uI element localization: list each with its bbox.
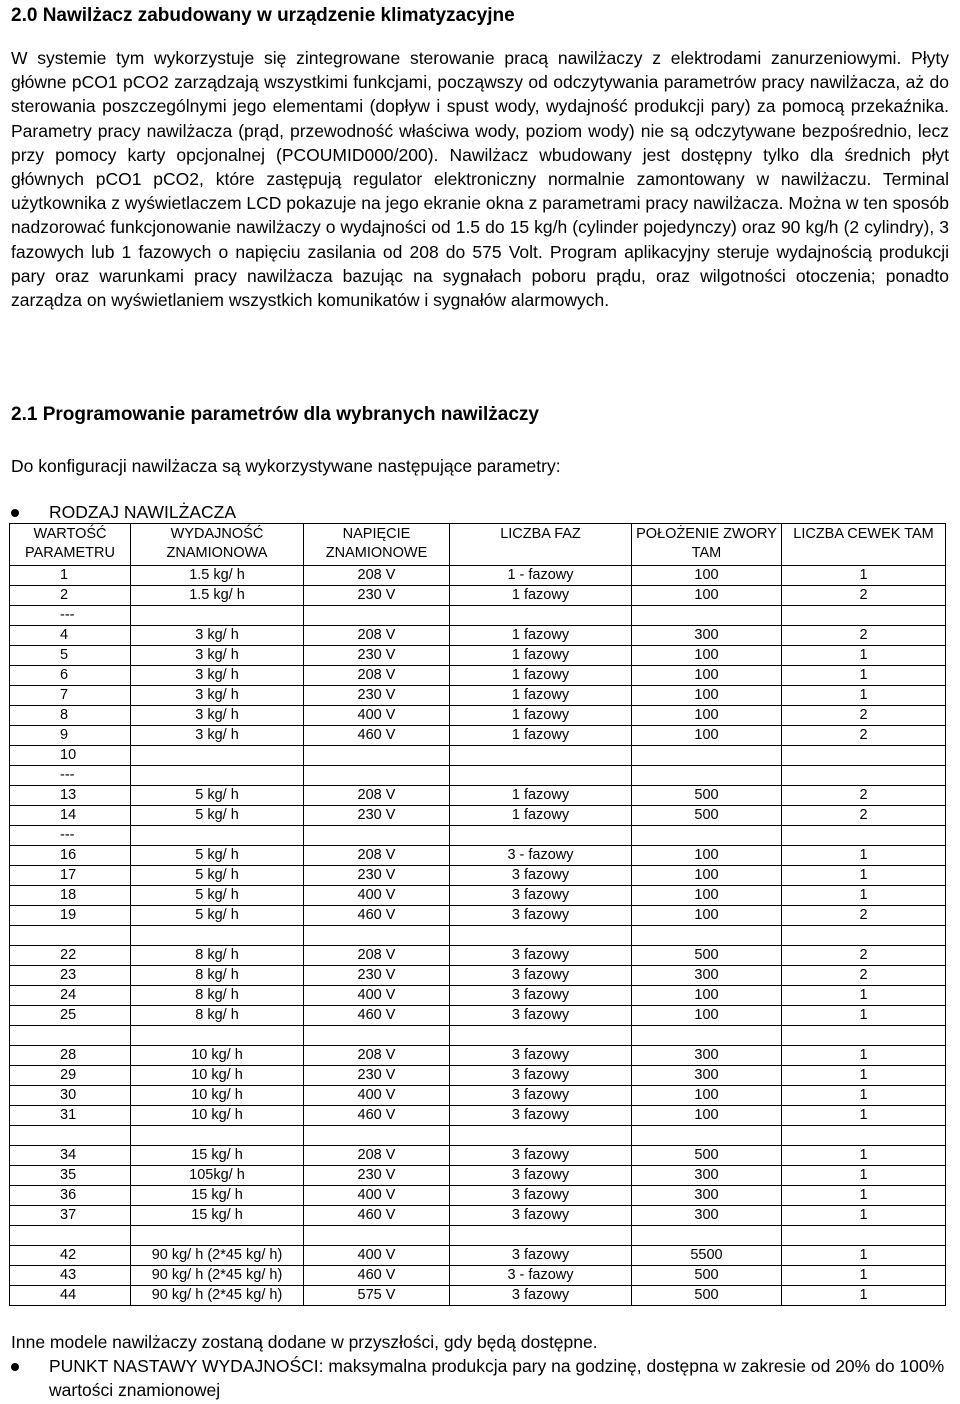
- table-cell: 1 fazowy: [450, 786, 632, 806]
- table-cell: 100: [632, 646, 782, 666]
- table-cell: 1: [782, 1146, 946, 1166]
- table-row: [10, 866, 946, 886]
- table-cell: 8 kg/ h: [131, 1006, 304, 1026]
- table-cell: 1 fazowy: [450, 726, 632, 746]
- table-cell: 100: [632, 686, 782, 706]
- table-cell: 5 kg/ h: [131, 786, 304, 806]
- table-cell: 28: [10, 1046, 131, 1066]
- table-cell: 460 V: [304, 1106, 450, 1126]
- table-row: [10, 966, 946, 986]
- table-row: [10, 586, 946, 606]
- table-cell: [632, 606, 782, 626]
- table-cell: [782, 1126, 946, 1146]
- table-cell: 3 kg/ h: [131, 646, 304, 666]
- table-cell: 3 - fazowy: [450, 846, 632, 866]
- table-cell: 16: [10, 846, 131, 866]
- table-cell: 2: [782, 726, 946, 746]
- table-row: [10, 1146, 946, 1166]
- table-cell: [304, 606, 450, 626]
- table-cell: 2: [782, 806, 946, 826]
- table-cell: 10: [10, 746, 131, 766]
- subsection-intro: Do konfiguracji nawilżacza są wykorzystywane następujące parametry:: [11, 456, 561, 476]
- table-row: [10, 1226, 946, 1246]
- table-row: [10, 1086, 946, 1106]
- table-cell: [10, 926, 131, 946]
- table-cell: 7: [10, 686, 131, 706]
- table-cell: 8: [10, 706, 131, 726]
- table-cell: 5500: [632, 1246, 782, 1266]
- table-cell: 5: [10, 646, 131, 666]
- table-row: [10, 1186, 946, 1206]
- table-cell: 5 kg/ h: [131, 866, 304, 886]
- section-title: 2.0 Nawilżacz zabudowany w urządzenie klimatyzacyjne: [11, 5, 515, 26]
- table-body: [10, 566, 946, 1306]
- table-row: [10, 826, 946, 846]
- table-row: [10, 1206, 946, 1226]
- table-cell: [304, 746, 450, 766]
- table-cell: 1.5 kg/ h: [131, 566, 304, 586]
- table-cell: 1: [782, 986, 946, 1006]
- table-cell: 208 V: [304, 846, 450, 866]
- table-cell: 30: [10, 1086, 131, 1106]
- table-cell: 3 fazowy: [450, 1206, 632, 1226]
- table-cell: [782, 766, 946, 786]
- table-cell: 1: [782, 1086, 946, 1106]
- table-cell: 100: [632, 586, 782, 606]
- table-cell: 100: [632, 566, 782, 586]
- bullet-dot-icon: [11, 509, 19, 517]
- table-cell: [450, 746, 632, 766]
- table-cell: 100: [632, 886, 782, 906]
- table-cell: 3 fazowy: [450, 986, 632, 1006]
- table-cell: 1: [782, 846, 946, 866]
- table-cell: 208 V: [304, 626, 450, 646]
- table-row: [10, 1066, 946, 1086]
- table-cell: 230 V: [304, 1166, 450, 1186]
- table-cell: 300: [632, 1206, 782, 1226]
- humidifier-parameter-table: [9, 523, 946, 1306]
- table-cell: 2: [782, 706, 946, 726]
- table-cell: 36: [10, 1186, 131, 1206]
- table-cell: 1 fazowy: [450, 686, 632, 706]
- table-cell: 1 fazowy: [450, 806, 632, 826]
- table-cell: 3 fazowy: [450, 1106, 632, 1126]
- table-cell: 3 fazowy: [450, 1246, 632, 1266]
- table-cell: 300: [632, 626, 782, 646]
- table-cell: [782, 1026, 946, 1046]
- table-row: [10, 686, 946, 706]
- table-cell: 1 fazowy: [450, 666, 632, 686]
- table-cell: 3 fazowy: [450, 1146, 632, 1166]
- table-cell: 9: [10, 726, 131, 746]
- table-row: [10, 786, 946, 806]
- table-cell: [632, 1026, 782, 1046]
- table-row: [10, 1026, 946, 1046]
- table-row: [10, 1166, 946, 1186]
- table-cell: 42: [10, 1246, 131, 1266]
- table-row: [10, 766, 946, 786]
- table-cell: 300: [632, 1046, 782, 1066]
- table-cell: 3 fazowy: [450, 966, 632, 986]
- table-cell: 37: [10, 1206, 131, 1226]
- table-cell: 500: [632, 1146, 782, 1166]
- table-cell: 3 fazowy: [450, 1086, 632, 1106]
- table-cell: 400 V: [304, 986, 450, 1006]
- table-row: [10, 606, 946, 626]
- table-row: [10, 1126, 946, 1146]
- table-row: [10, 1286, 946, 1306]
- header-cell: LICZBA FAZ: [450, 524, 632, 566]
- table-cell: 460 V: [304, 1006, 450, 1026]
- table-row: [10, 946, 946, 966]
- table-cell: 15 kg/ h: [131, 1146, 304, 1166]
- table-cell: 230 V: [304, 966, 450, 986]
- table-cell: 230 V: [304, 806, 450, 826]
- table-header-row: [10, 524, 946, 566]
- table-cell: 1: [782, 646, 946, 666]
- table-cell: 1: [782, 666, 946, 686]
- table-cell: 10 kg/ h: [131, 1086, 304, 1106]
- table-cell: 460 V: [304, 906, 450, 926]
- table-cell: [632, 766, 782, 786]
- table-row: [10, 1006, 946, 1026]
- table-cell: 1: [10, 566, 131, 586]
- table-cell: 100: [632, 1106, 782, 1126]
- table-cell: 8 kg/ h: [131, 966, 304, 986]
- table-cell: 31: [10, 1106, 131, 1126]
- table-cell: 3 kg/ h: [131, 626, 304, 646]
- table-cell: 3 kg/ h: [131, 666, 304, 686]
- table-cell: 230 V: [304, 866, 450, 886]
- table-cell: [782, 826, 946, 846]
- table-cell: 23: [10, 966, 131, 986]
- table-cell: 5 kg/ h: [131, 846, 304, 866]
- table-cell: ---: [10, 606, 131, 626]
- table-cell: [450, 826, 632, 846]
- table-cell: 13: [10, 786, 131, 806]
- table-cell: 460 V: [304, 726, 450, 746]
- table-cell: 300: [632, 1166, 782, 1186]
- table-cell: 17: [10, 866, 131, 886]
- table-cell: 3 fazowy: [450, 1006, 632, 1026]
- table-cell: 300: [632, 1066, 782, 1086]
- table-cell: 575 V: [304, 1286, 450, 1306]
- table-cell: 1: [782, 886, 946, 906]
- table-cell: [131, 606, 304, 626]
- table-cell: 90 kg/ h (2*45 kg/ h): [131, 1286, 304, 1306]
- table-cell: 5 kg/ h: [131, 806, 304, 826]
- table-row: [10, 846, 946, 866]
- table-cell: 100: [632, 1006, 782, 1026]
- table-cell: 3 fazowy: [450, 886, 632, 906]
- table-cell: [450, 1026, 632, 1046]
- table-cell: 1: [782, 686, 946, 706]
- table-cell: 1: [782, 1006, 946, 1026]
- table-cell: 90 kg/ h (2*45 kg/ h): [131, 1246, 304, 1266]
- table-cell: 14: [10, 806, 131, 826]
- table-cell: [131, 746, 304, 766]
- table-cell: [632, 926, 782, 946]
- header-cell: LICZBA CEWEK TAM: [782, 524, 946, 566]
- table-cell: 208 V: [304, 566, 450, 586]
- table-cell: [632, 1126, 782, 1146]
- table-cell: 1: [782, 1166, 946, 1186]
- table-cell: [131, 826, 304, 846]
- table-cell: [131, 1126, 304, 1146]
- table-cell: 2: [782, 786, 946, 806]
- table-cell: [304, 1026, 450, 1046]
- table-cell: 1: [782, 1246, 946, 1266]
- table-cell: ---: [10, 826, 131, 846]
- table-cell: 3 kg/ h: [131, 726, 304, 746]
- table-cell: 300: [632, 1186, 782, 1206]
- table-cell: [782, 746, 946, 766]
- table-cell: 1: [782, 1266, 946, 1286]
- table-cell: 500: [632, 946, 782, 966]
- table-cell: 2: [782, 626, 946, 646]
- table-row: [10, 806, 946, 826]
- table-cell: 500: [632, 1286, 782, 1306]
- table-cell: 1: [782, 1206, 946, 1226]
- table-cell: 15 kg/ h: [131, 1186, 304, 1206]
- table-cell: 100: [632, 846, 782, 866]
- table-cell: 8 kg/ h: [131, 986, 304, 1006]
- table-cell: 100: [632, 906, 782, 926]
- table-cell: 2: [782, 906, 946, 926]
- table-cell: 208 V: [304, 946, 450, 966]
- table-cell: 4: [10, 626, 131, 646]
- table-cell: [131, 926, 304, 946]
- table-cell: 230 V: [304, 686, 450, 706]
- table-cell: 3 fazowy: [450, 1166, 632, 1186]
- table-cell: 24: [10, 986, 131, 1006]
- table-cell: [131, 1226, 304, 1246]
- table-cell: 2: [782, 946, 946, 966]
- table-cell: 3 fazowy: [450, 1066, 632, 1086]
- table-cell: 208 V: [304, 666, 450, 686]
- table-cell: 3 kg/ h: [131, 706, 304, 726]
- table-cell: 3 fazowy: [450, 1186, 632, 1206]
- table-row: [10, 906, 946, 926]
- table-cell: [10, 1226, 131, 1246]
- table-cell: ---: [10, 766, 131, 786]
- subsection-title: 2.1 Programowanie parametrów dla wybranych nawilżaczy: [11, 404, 539, 425]
- table-cell: 230 V: [304, 1066, 450, 1086]
- table-cell: 1: [782, 1286, 946, 1306]
- table-cell: 208 V: [304, 1146, 450, 1166]
- table-cell: 300: [632, 966, 782, 986]
- table-cell: 100: [632, 726, 782, 746]
- table-row: [10, 706, 946, 726]
- table-cell: 100: [632, 706, 782, 726]
- bullet-label: RODZAJ NAWILŻACZA: [49, 502, 236, 522]
- table-row: [10, 1266, 946, 1286]
- table-cell: 10 kg/ h: [131, 1106, 304, 1126]
- table-cell: 1 fazowy: [450, 586, 632, 606]
- table-cell: 1 fazowy: [450, 646, 632, 666]
- table-cell: 3 fazowy: [450, 906, 632, 926]
- table-cell: 1: [782, 566, 946, 586]
- table-cell: 3 fazowy: [450, 1286, 632, 1306]
- table-cell: [450, 1126, 632, 1146]
- table-cell: 460 V: [304, 1206, 450, 1226]
- table-row: [10, 626, 946, 646]
- table-cell: [632, 746, 782, 766]
- table-cell: 1.5 kg/ h: [131, 586, 304, 606]
- header-cell: NAPIĘCIE ZNAMIONOWE: [304, 524, 450, 566]
- table-cell: 5 kg/ h: [131, 906, 304, 926]
- table-row: [10, 666, 946, 686]
- table-cell: 1: [782, 866, 946, 886]
- table-cell: 1 fazowy: [450, 626, 632, 646]
- table-cell: 29: [10, 1066, 131, 1086]
- table-cell: 5 kg/ h: [131, 886, 304, 906]
- section-body: W systemie tym wykorzystuje się zintegrowane sterowanie pracą nawilżaczy z elektrodami zanurzeniowymi. Płyty główne pCO1 pCO2 zarządzają wszystkimi funkcjami, począwszy od odczytywania parametrów pracy nawilżacza, aż do sterowania poszczególnymi jego elementami (dopływ i spust wody, wydajność produkcji pary) za pomocą przekaźnika. Parametry pracy nawilżacza (prąd, przewodność właściwa wody, poziom wody) nie są odczytywane bezpośrednio, lecz przy pomocy karty opcjonalnej (PCOUMID000/200). Nawilżacz wbudowany jest dostępny tylko dla średnich płyt głównych pCO1 pCO2, które zastępują regulator elektroniczny normalnie zamontowany w nawilżaczu. Terminal użytkownika z wyświetlaczem LCD pokazuje na jego ekranie okna z parametrami pracy nawilżacza. Można w ten sposób nadzorować funkcjonowanie nawilżaczy o wydajności od 1.5 do 15 kg/h (cylinder pojedynczy) oraz 90 kg/h (2 cylindry), 3 fazowych lub 1 fazowych o napięciu zasilania od 208 do 575 Volt. Program aplikacyjny steruje wydajnością produkcji pary oraz warunkami pracy nawilżacza bazując na sygnałach poboru prądu, oraz wilgotności otoczenia; ponadto zarządza on wyświetlaniem wszystkich komunikatów i sygnałów alarmowych.: [11, 48, 949, 311]
- table-cell: 3 fazowy: [450, 946, 632, 966]
- table-cell: [632, 1226, 782, 1246]
- table-row: [10, 926, 946, 946]
- header-cell: WARTOŚĆ PARAMETRU: [10, 524, 131, 566]
- table-cell: 500: [632, 786, 782, 806]
- table-cell: [450, 766, 632, 786]
- table-cell: 208 V: [304, 1046, 450, 1066]
- table-cell: 500: [632, 806, 782, 826]
- table-cell: 3 - fazowy: [450, 1266, 632, 1286]
- table-cell: [10, 1026, 131, 1046]
- table-cell: [304, 1226, 450, 1246]
- table-cell: [450, 606, 632, 626]
- table-cell: 8 kg/ h: [131, 946, 304, 966]
- table-row: [10, 1106, 946, 1126]
- table-cell: [782, 926, 946, 946]
- table-cell: [450, 926, 632, 946]
- table-cell: 1: [782, 1046, 946, 1066]
- header-cell: POŁOŻENIE ZWORY TAM: [632, 524, 782, 566]
- table-cell: 10 kg/ h: [131, 1046, 304, 1066]
- table-cell: 22: [10, 946, 131, 966]
- table-cell: [450, 1226, 632, 1246]
- table-cell: 6: [10, 666, 131, 686]
- table-cell: 400 V: [304, 886, 450, 906]
- table-cell: 460 V: [304, 1266, 450, 1286]
- table-cell: 10 kg/ h: [131, 1066, 304, 1086]
- table-cell: 400 V: [304, 1086, 450, 1106]
- table-cell: 1: [782, 1066, 946, 1086]
- table-cell: [304, 826, 450, 846]
- table-cell: 3 fazowy: [450, 1046, 632, 1066]
- table-row: [10, 986, 946, 1006]
- table-cell: [131, 766, 304, 786]
- table-cell: 100: [632, 866, 782, 886]
- table-cell: [131, 1026, 304, 1046]
- table-cell: 100: [632, 666, 782, 686]
- table-cell: 400 V: [304, 1186, 450, 1206]
- table-cell: 35: [10, 1166, 131, 1186]
- table-cell: 3 kg/ h: [131, 686, 304, 706]
- table-cell: 43: [10, 1266, 131, 1286]
- table-cell: 100: [632, 1086, 782, 1106]
- table-cell: 1: [782, 1186, 946, 1206]
- table-cell: [304, 1126, 450, 1146]
- table-cell: [304, 926, 450, 946]
- header-cell: WYDAJNOŚĆ ZNAMIONOWA: [131, 524, 304, 566]
- table-cell: 25: [10, 1006, 131, 1026]
- table-cell: 18: [10, 886, 131, 906]
- table-cell: 2: [782, 966, 946, 986]
- table-cell: 208 V: [304, 786, 450, 806]
- table-row: [10, 726, 946, 746]
- table-row: [10, 746, 946, 766]
- table-row: [10, 1046, 946, 1066]
- table-cell: [632, 826, 782, 846]
- table-cell: 500: [632, 1266, 782, 1286]
- table-row: [10, 886, 946, 906]
- table-cell: 90 kg/ h (2*45 kg/ h): [131, 1266, 304, 1286]
- table-row: [10, 646, 946, 666]
- table-cell: [304, 766, 450, 786]
- table-cell: 3 fazowy: [450, 866, 632, 886]
- table-cell: 19: [10, 906, 131, 926]
- table-cell: 34: [10, 1146, 131, 1166]
- table-cell: 100: [632, 986, 782, 1006]
- table-cell: 230 V: [304, 646, 450, 666]
- table-cell: 400 V: [304, 1246, 450, 1266]
- footer-note: Inne modele nawilżaczy zostaną dodane w przyszłości, gdy będą dostępne.: [11, 1332, 598, 1352]
- table-cell: 105kg/ h: [131, 1166, 304, 1186]
- table-cell: 44: [10, 1286, 131, 1306]
- table-row: [10, 566, 946, 586]
- table-cell: 230 V: [304, 586, 450, 606]
- bullet-dot-icon: [11, 1363, 19, 1371]
- table-cell: [782, 606, 946, 626]
- table-cell: [782, 1226, 946, 1246]
- table-cell: 2: [782, 586, 946, 606]
- table-cell: 1: [782, 1106, 946, 1126]
- table-cell: 1 fazowy: [450, 706, 632, 726]
- table-cell: [10, 1126, 131, 1146]
- table-cell: 2: [10, 586, 131, 606]
- table-cell: 400 V: [304, 706, 450, 726]
- bullet-setpoint-text: PUNKT NASTAWY WYDAJNOŚCI: maksymalna produkcja pary na godzinę, dostępna w zakresie od 20% do 100% wartości znamionowej: [49, 1356, 945, 1400]
- table-row: [10, 1246, 946, 1266]
- table-cell: 1 - fazowy: [450, 566, 632, 586]
- table-cell: 15 kg/ h: [131, 1206, 304, 1226]
